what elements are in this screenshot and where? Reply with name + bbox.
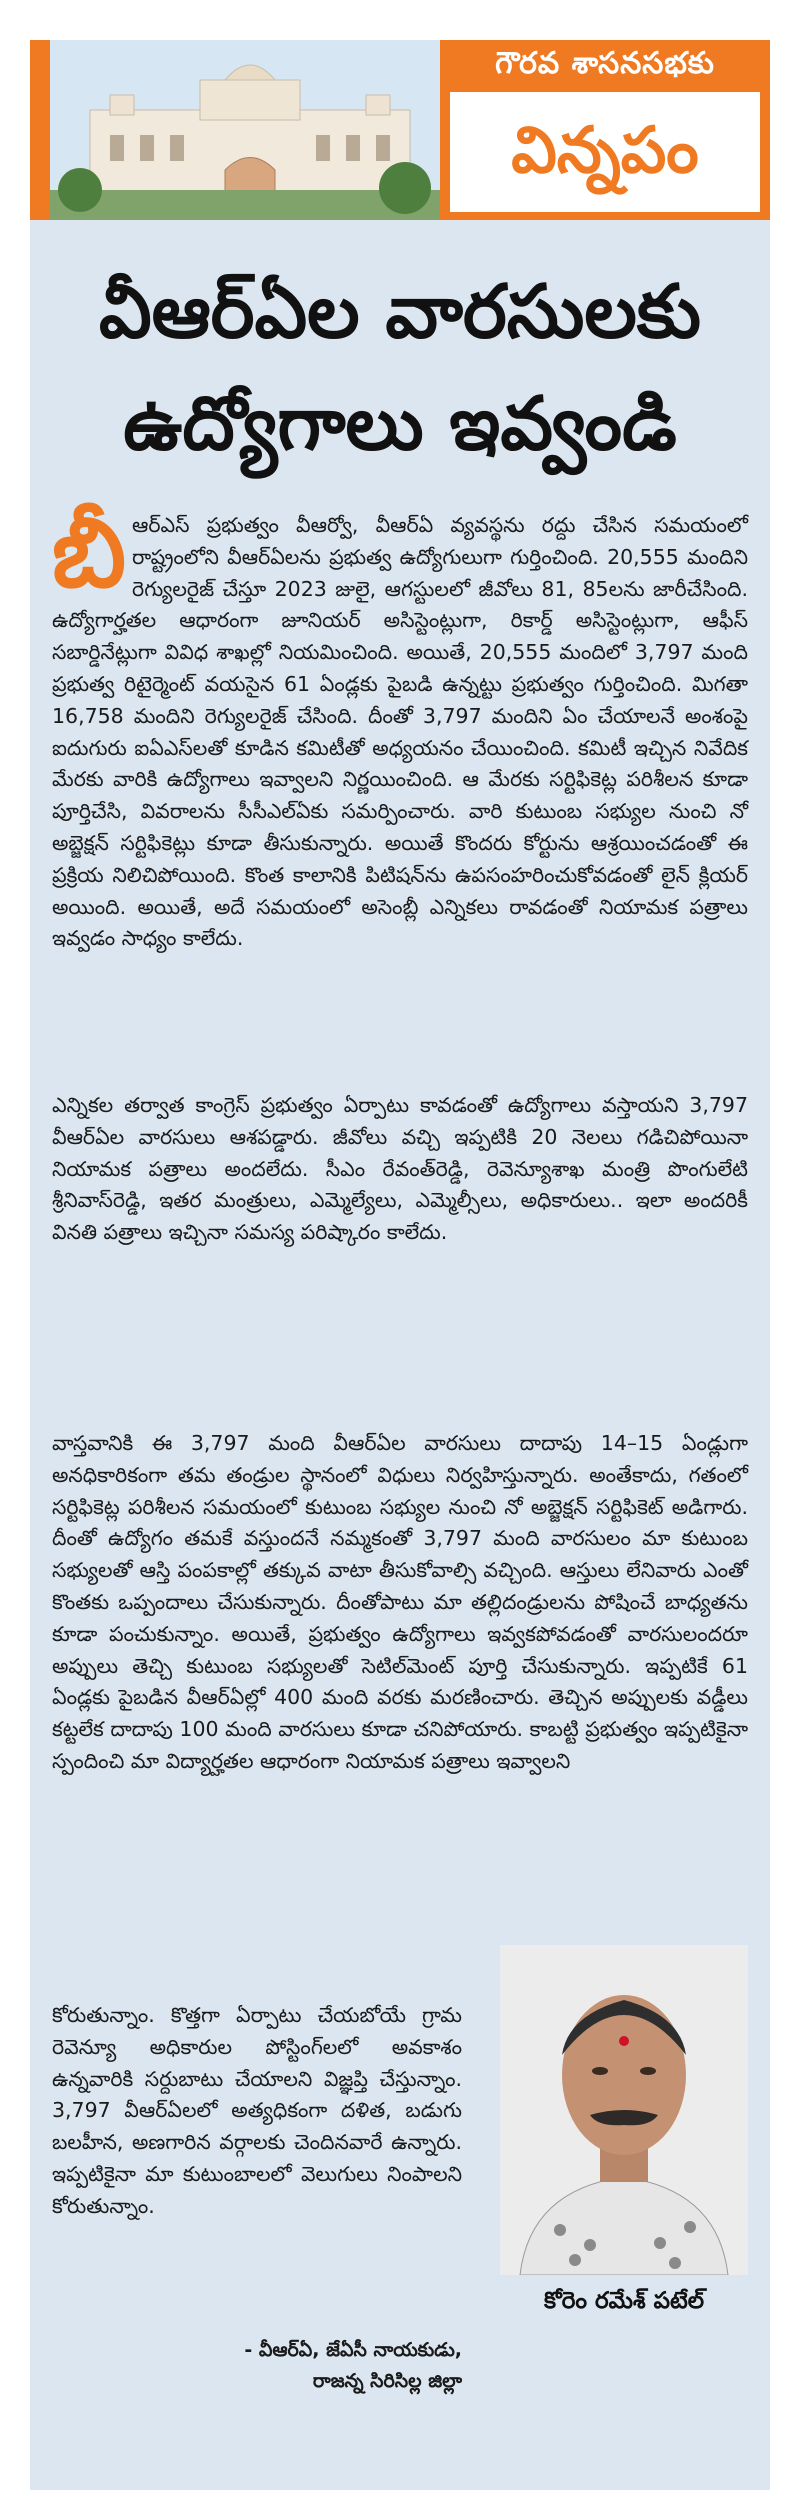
article-body (30, 220, 770, 2490)
author-caption: కోరెం రమేశ్ పటేల్ (543, 2288, 705, 2314)
assembly-building-photo (50, 40, 440, 220)
signature-district: రాజన్న సిరిసిల్ల జిల్లా (312, 2370, 462, 2392)
paragraph-2: ఎన్నికల తర్వాత కాంగ్రెస్ ప్రభుత్వం ఏర్పాటు కావడంతో ఉద్యోగాలు వస్తాయని 3,797 వీఆర్ఏల వారసులు ఆశపడ్డారు. జీవోలు వచ్చి ఇప్పటికి 20 నెలలు గడిచిపోయినా నియామక పత్రాలు అందలేదు. సీఎం రేవంత్‌రెడ్డి, రెవెన్యూశాఖ మంత్రి పొంగులేటి శ్రీనివాస్‌రెడ్డి, ఇతర మంత్రులు, ఎమ్మెల్యేలు, ఎమ్మెల్సీలు, అధికారులు.. ఇలా అందరికీ వినతి పత్రాలు ఇచ్చినా సమస్య పరిష్కారం కాలేదు. (52, 1093, 748, 1245)
paragraph-4: కోరుతున్నాం. కొత్తగా ఏర్పాటు చేయబోయే గ్రామ రెవెన్యూ అధికారుల పోస్టింగ్‌లలో అవకాశం ఉన్నవారికి సర్దుబాటు చేయాలని విజ్ఞప్తి చేస్తున్నాం. 3,797 వీఆర్ఏలలో అత్యధికంగా దళిత, బడుగు బలహీన, అణగారిన వర్గాలకు చెందినవారే ఉన్నారు. ఇప్పటికైనా మా కుటుంబాలలో వెలుగులు నింపాలని కోరుతున్నాం. (52, 2003, 462, 2218)
paragraph-1 (52, 497, 748, 955)
signature-role: - వీఆర్ఏ, జేఏసీ నాయకుడు, (244, 2339, 462, 2361)
article-headline (30, 256, 770, 480)
paragraph-3: వాస్తవానికి ఈ 3,797 మంది వీఆర్ఏల వారసులు దాదాపు 14–15 ఏండ్లుగా అనధికారికంగా తమ తండ్రుల స్థానంలో విధులు నిర్వహిస్తున్నారు. అంతేకాదు, గతంలో సర్టిఫికెట్ల పరిశీలన సమయంలో కుటుంబ సభ్యుల నుంచి నో అబ్జెక్షన్ సర్టిఫికెట్ అడిగారు. దీంతో ఉద్యోగం తమకే వస్తుందనే నమ్మకంతో 3,797 మంది వారసులం మా కుటుంబ సభ్యులతో ఆస్తి పంపకాల్లో తక్కువ వాటా తీసుకోవాల్సి వచ్చింది. ఆస్తులు లేనివారు ఎంతో కొంతకు ఒప్పందాలు చేసుకున్నారు. దీంతోపాటు మా తల్లిదండ్రులను పోషించే బాధ్యతను కూడా పంచుకున్నాం. అయితే, ప్రభుత్వం ఉద్యోగాలు ఇవ్వకపోవడంతో వారసులందరూ అప్పులు తెచ్చి కుటుంబ సభ్యులతో సెటిల్‌మెంట్ పూర్తి చేసుకున్నారు. ఇప్పటికే 61 ఏండ్లకు పైబడిన వీఆర్ఏల్లో 400 మంది వరకు మరణించారు. తెచ్చిన అప్పులకు వడ్డీలు కట్టలేక దాదాపు 100 మంది వారసులు కూడా చనిపోయారు. కాబట్టి ప్రభుత్వం ఇప్పటికైనా స్పందించి మా విద్యార్హతల ఆధారంగా నియామక పత్రాలు ఇవ్వాలని (52, 1431, 748, 1773)
author-portrait-illustration (500, 1945, 748, 2275)
banner-title: విన్నపం (450, 92, 760, 212)
paragraph-1-text: ఆర్ఎస్ ప్రభుత్వం వీఆర్వో, వీఆర్ఏ వ్యవస్థను రద్దు చేసిన సమయంలో రాష్ట్రంలోని వీఆర్ఏలను ప్రభుత్వ ఉద్యోగులుగా గుర్తించింది. 20,555 మందిని రెగ్యులరైజ్ చేస్తూ 2023 జులై, ఆగస్టులలో జీవోలు 81, 85లను జారీచేసింది. ఉద్యోగార్హతల ఆధారంగా జూనియర్ అసిస్టెంట్లుగా, రికార్డ్ అసిస్టెంట్లుగా, ఆఫీస్ సబార్డినేట్లుగా వివిధ శాఖల్లో నియమించింది. అయితే, 20,555 మందిలో 3,797 మంది ప్రభుత్వ రిటైర్మెంట్ వయసైన 61 ఏండ్లకు పైబడి ఉన్నట్టు ప్రభుత్వం గుర్తించింది. మిగతా 16,758 మందిని రెగ్యులరైజ్ చేసింది. దీంతో 3,797 మందిని ఏం చేయాలనే అంశంపై ఐదుగురు ఐఏఎస్‌లతో కూడిన కమిటీతో అధ్యయనం చేయించింది. కమిటీ ఇచ్చిన నివేదిక మేరకు వారికి ఉద్యోగాలు ఇవ్వాలని నిర్ణయించింది. ఆ మేరకు సర్టిఫికెట్ల పరిశీలన కూడా పూర్తిచేసి, వివరాలను సీసీఎల్ఏకు సమర్పించారు. వారి కుటుంబ సభ్యుల నుంచి నో అబ్జెక్షన్ సర్టిఫికెట్లు కూడా తీసుకున్నారు. అయితే కొందరు కోర్టును ఆశ్రయించడంతో ఈ ప్రక్రియ నిలిచిపోయింది. కొంత కాలానికి పిటిషన్‌ను ఉపసంహరించుకోవడంతో లైన్ క్లియర్ అయింది. అయితే, అదే సమయంలో అసెంబ్లీ ఎన్నికలు రావడంతో నియామక పత్రాలు ఇవ్వడం సాధ్యం కాలేదు. (52, 513, 748, 951)
section-banner (30, 40, 770, 220)
author-photo (500, 1945, 748, 2275)
banner-title-box (440, 40, 770, 220)
assembly-building-illustration (50, 40, 440, 220)
author-signature (52, 2335, 462, 2397)
headline-line-1: వీఆర్ఏల వారసులకు (98, 269, 702, 355)
banner-accent-strip (30, 40, 50, 220)
banner-subtitle: గౌరవ శాసనసభకు (495, 46, 715, 81)
drop-cap: బీ (52, 497, 127, 609)
headline-line-2: ఉద్యోగాలు ఇవ్వండి (123, 381, 677, 467)
